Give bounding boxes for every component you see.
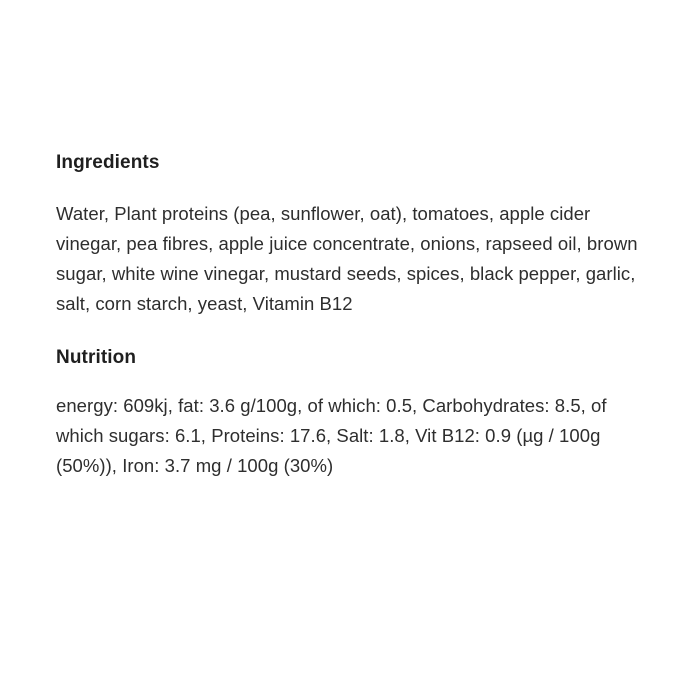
ingredients-section (56, 150, 656, 319)
nutrition-heading: Nutrition (56, 346, 137, 368)
nutrition-section (56, 345, 656, 482)
nutrition-text: energy: 609kj, fat: 3.6 g/100g, of which: 0.5, Carbohydrates: 8.5, of which sugars: 6.1, Proteins: 17.6, Salt: 1.8, Vit B12: 0.9 (µg / 100g (50%)), Iron: 3.7 mg / 100g (30%) (56, 395, 607, 477)
ingredients-text: Water, Plant proteins (pea, sunflower, oat), tomatoes, apple cider vinegar, pea fibres, apple juice concentrate, onions, rapseed oil, brown sugar, white wine vinegar, mustard seeds, spices, black pepper, garlic, salt, corn starch, yeast, Vitamin B12 (56, 202, 638, 314)
ingredients-heading: Ingredients (56, 152, 160, 173)
